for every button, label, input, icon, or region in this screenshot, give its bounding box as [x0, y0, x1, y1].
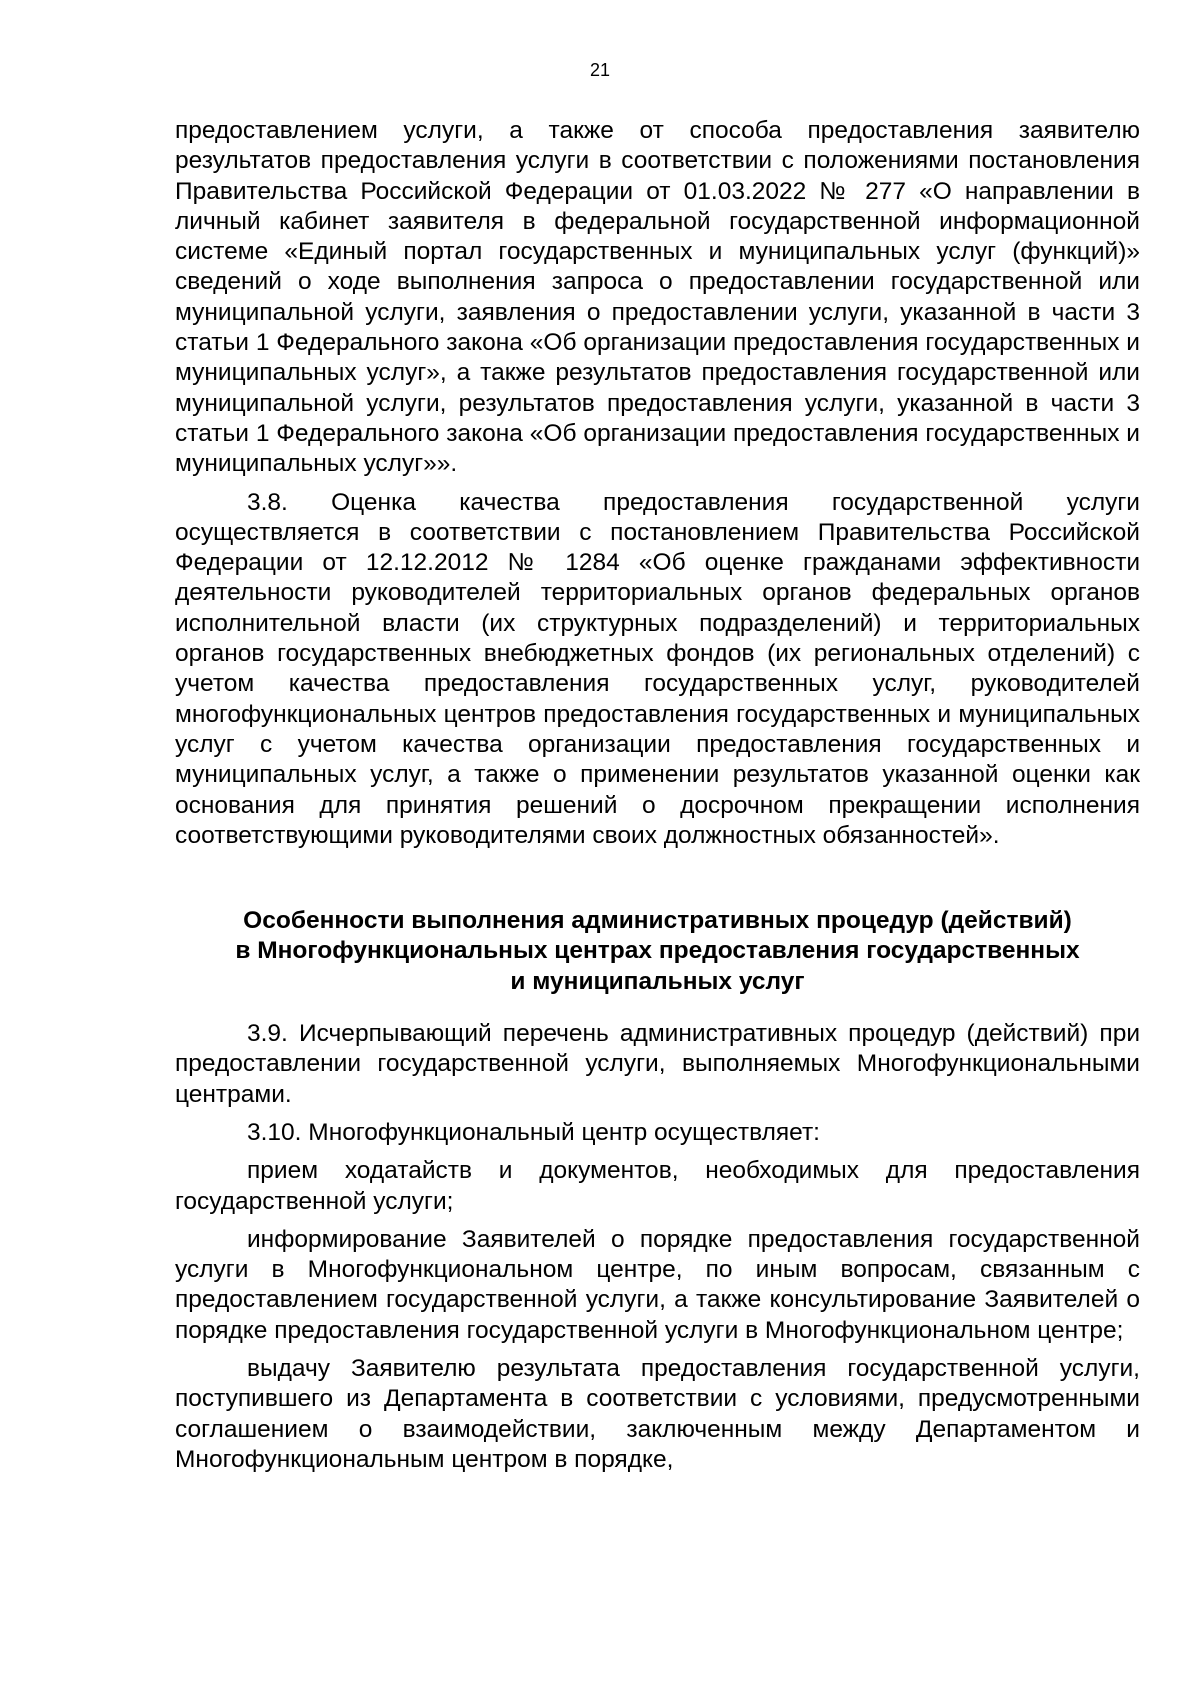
list-item-informing: информирование Заявителей о порядке предоставления государственной услуги в Многофункциональном центре, по иным вопросам, связанным с предоставлением государственной услуги, а также консультирование Заявителей о порядке предоставления государственной услуги в Многофункциональном центре;	[175, 1225, 1140, 1344]
paragraph-3-8: 3.8. Оценка качества предоставления государственной услуги осуществляется в соответствии с постановлением Правительства Российской Федерации от 12.12.2012 № 1284 «Об оценке гражданами эффективности деятельности руководителей территориальных органов федеральных органов исполнительной власти (их структурных подразделений) и территориальных органов государственных внебюджетных фондов (их региональных отделений) с учетом качества предоставления государственных услуг, руководителей многофункциональных центров предоставления государственных и муниципальных услуг с учетом качества организации предоставления государственных и муниципальных услуг, а также о применении результатов указанной оценки как основания для принятия решений о досрочном прекращении исполнения соответствующими руководителями своих должностных обязанностей».	[175, 488, 1140, 849]
section-heading-line: и муниципальных услуг	[510, 967, 805, 995]
paragraph-continuation: предоставлением услуги, а также от способа предоставления заявителю результатов предоставления услуги в соответствии с положениями постановления Правительства Российской Федерации от 01.03.2022 № 277 «О направлении в личный кабинет заявителя в федеральной государственной информационной системе «Единый портал государственных и муниципальных услуг (функций)» сведений о ходе выполнения запроса о предоставлении государственной или муниципальной услуги, заявления о предоставлении услуги, указанной в части 3 статьи 1 Федерального закона «Об организации предоставления государственных и муниципальных услуг», а также результатов предоставления государственной или муниципальной услуги, результатов предоставления услуги, указанной в части 3 статьи 1 Федерального закона «Об организации предоставления государственных и муниципальных услуг»».	[175, 117, 1140, 478]
document-body	[175, 116, 1140, 1475]
section-heading	[175, 906, 1140, 997]
section-heading-line: в Многофункциональных центрах предоставления государственных	[235, 937, 1080, 965]
paragraph-3-10: 3.10. Многофункциональный центр осуществляет:	[247, 1118, 820, 1146]
list-item-issuance: выдачу Заявителю результата предоставления государственной услуги, поступившего из Департамента в соответствии с условиями, предусмотренными соглашением о взаимодействии, заключенным между Департаментом и Многофункциональным центром в порядке,	[175, 1354, 1140, 1473]
list-item-reception: прием ходатайств и документов, необходимых для предоставления государственной услуги;	[175, 1157, 1140, 1215]
paragraph-3-9: 3.9. Исчерпывающий перечень административных процедур (действий) при предоставлении государственной услуги, выполняемых Многофункциональными центрами.	[175, 1020, 1140, 1108]
page-number: 21	[589, 60, 611, 80]
section-heading-line: Особенности выполнения административных процедур (действий)	[243, 907, 1072, 935]
